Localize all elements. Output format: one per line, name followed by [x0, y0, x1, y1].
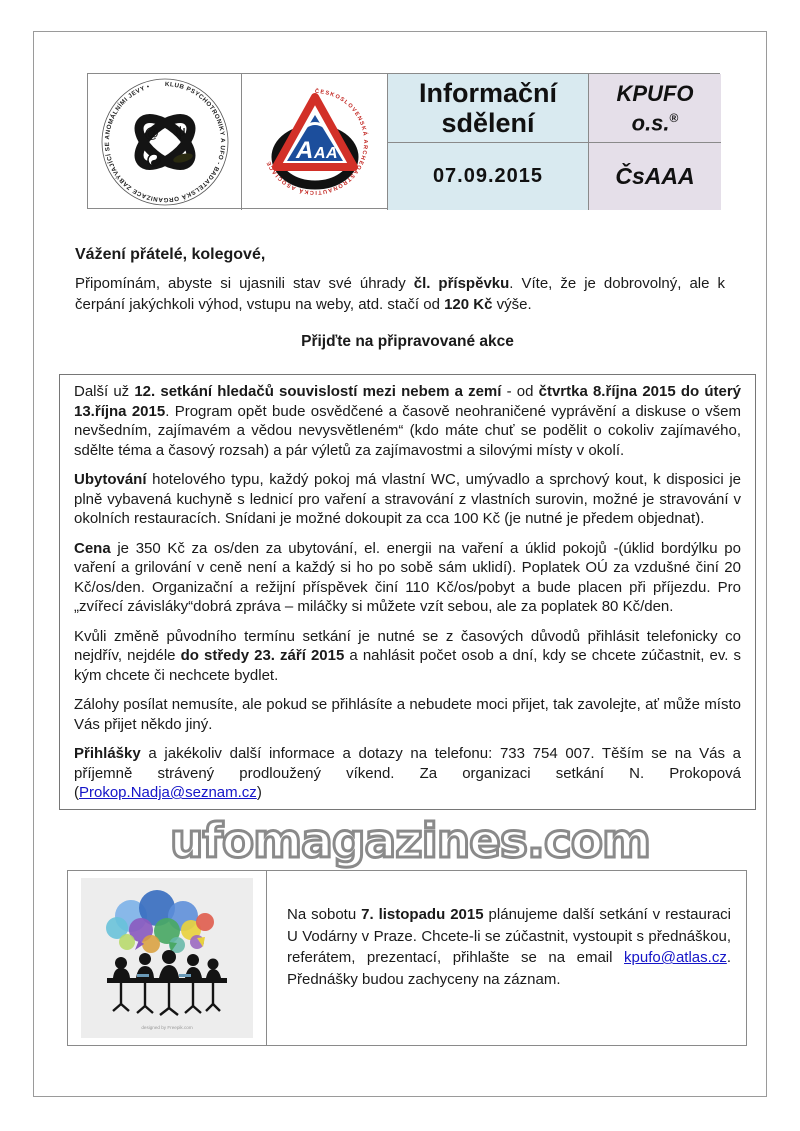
text-run: . Program opět bude osvědčené a časově neohraničené vyprávění a diskuse o všem nevšedním, zajímavém a vědou nevysvětleném“ (kdo máte chuť se podělit o cokoliv zajímavého, sdělte téma a časový rozsah) a pár výletů za zajímavostmi a silovými místy v okolí.	[74, 402, 741, 459]
text-run: Kvůli změně původního termínu setkání je nutné se z časových důvodů přihlásit telefonicky co nejdřív, nejdéle	[74, 627, 741, 664]
text-run: výše.	[492, 296, 532, 313]
org-name-line1: KPUFO	[616, 80, 694, 106]
text-run: a jakékoliv další informace a dotazy na telefonu: 733 754 007. Těším se na Vás a příjemně strávený prodloužený víkend. Za organizaci setkání N. Prokopová (	[74, 745, 741, 801]
meeting-image-cell	[68, 871, 266, 1045]
bulletin-title-line1: Informační	[418, 78, 558, 108]
text-run: . Víte, že je dobrovolný, ale k čerpání jakýchkoli výhod, vstupu na weby, atd. stačí od	[75, 275, 725, 313]
bulletin-title	[387, 74, 588, 142]
salutation: Vážení přátelé, kolegové,	[75, 246, 266, 263]
bulletin-date: 07.09.2015	[387, 142, 588, 210]
cta-heading: Přijďte na připravované akce	[301, 333, 514, 350]
text-run: plánujeme další setkání v restauraci U Vodárny v Praze. Chcete-li se zúčastnit, vystoupit s přednáškou, referátem, prezentací, přihlašte se na email	[287, 906, 731, 966]
text-run: čtvrtka 8.října 2015 do úterý 13.října 2015	[74, 383, 742, 420]
header-cell-logo-csaaa	[241, 74, 387, 210]
paragraph-price	[74, 539, 741, 617]
email-link[interactable]: Prokop.Nadja@seznam.cz	[79, 784, 257, 801]
event-info-box	[59, 374, 756, 810]
text-run: - od	[501, 383, 539, 400]
kpufo-psi-symbol: ψ	[174, 123, 186, 140]
paragraph-deadline	[74, 627, 741, 686]
image-credit-caption: designed by Freepik.com	[141, 1025, 193, 1030]
kpufo-logo-icon	[99, 76, 231, 208]
text-run: Cena	[74, 539, 111, 557]
text-run: Ubytování	[74, 471, 147, 488]
bulletin-title-line2: sdělení	[441, 108, 535, 138]
text-run: 7. listopadu 2015	[361, 906, 484, 923]
org-name-line2: o.s.®	[631, 110, 679, 136]
meeting-text-cell	[266, 871, 746, 1045]
text-run: Další už	[74, 383, 135, 400]
text-run: hotelového typu, každý pokoj má vlastní WC, umývadlo a sprchový kout, k disposici je plně vybavená kuchyně s lednicí pro vaření a stravování z vlastních surovin, možné je stravování v okolních restauracích. Snídani je možné dokoupit za cca 100 Kč (je nutné je předem objednat).	[74, 471, 741, 527]
intro-paragraph	[75, 273, 725, 315]
paragraph-event-dates	[74, 382, 741, 460]
text-run: )	[256, 784, 262, 801]
org2-name: ČsAAA	[588, 142, 721, 210]
text-run: do středy 23. září 2015	[180, 647, 345, 664]
org-name	[588, 74, 721, 142]
csaaa-logo-icon	[254, 81, 376, 203]
text-run: . Přednášky budou zachyceny na záznam.	[287, 949, 731, 988]
text-run: Připomínám, abyste si ujasnili stav své úhrady	[75, 275, 414, 292]
paragraph-deposits	[74, 695, 741, 734]
text-run: Přihlášky	[74, 745, 141, 762]
text-run: Zálohy posílat nemusíte, ale pokud se přihlásíte a nebudete moci přijet, tak zavolejte, ať může místo Vás přijet někdo jiný.	[74, 696, 741, 733]
csaaa-emblem-a2: A	[313, 145, 326, 162]
text-run: je 350 Kč za os/den za ubytování, el. energii na vaření a úklid pokojů -(úklid bordýlku po vaření a grilování v ceně není a každý si ho po sobě sám uklidí). Poplatek OÚ za vzdušné činí 20 Kč/os/den. Organizační a režijní příspěvek činí 110 Kč/os/pobyt a bude placen při příjezdu. Pro „zvířecí závisláky“dobrá zpráva – miláčky si můžete vzít sebou, ale za poplatek 80 Kč/den.	[74, 539, 741, 615]
text-run: a nahlásit počet osob a dní, kdy se chcete zúčastnit, ev. s kým chcete či nechcete bydlet.	[74, 647, 741, 684]
paragraph-accommodation	[74, 470, 741, 529]
email-link[interactable]: kpufo@atlas.cz	[624, 949, 727, 966]
text-run: Na sobotu	[287, 906, 362, 923]
csaaa-emblem-a3: A	[325, 145, 338, 162]
text-run: 120 Kč	[444, 296, 493, 313]
kpufo-spiral-symbol: @	[143, 125, 159, 142]
meeting-announcement-table	[67, 870, 747, 1046]
paragraph-applications	[74, 744, 741, 803]
text-run: 12. setkání hledačů souvislostí mezi nebem a zemí	[134, 383, 502, 400]
header-table	[87, 73, 720, 209]
header-cell-logo-kpufo	[88, 74, 241, 210]
csaaa-ring-text: ČESKOSLOVENSKÁ ARCHEOASTRONAUTICKÁ ASOCIACE	[265, 88, 368, 196]
meeting-illustration	[81, 878, 253, 1038]
csaaa-emblem-a1: A	[295, 137, 313, 164]
paragraph-prague-meeting	[287, 904, 731, 990]
text-run: čl. příspěvku	[413, 275, 510, 292]
kpufo-ring-text: KLUB PSYCHOTRONIKY A UFO - BADATELSKÁ ORGANIZACE ZABÝVAJÍCÍ SE ANOMÁLNÍMI JEVY •	[103, 80, 226, 204]
watermark: ufomagazines.com	[169, 814, 650, 869]
registered-mark: ®	[669, 110, 679, 125]
